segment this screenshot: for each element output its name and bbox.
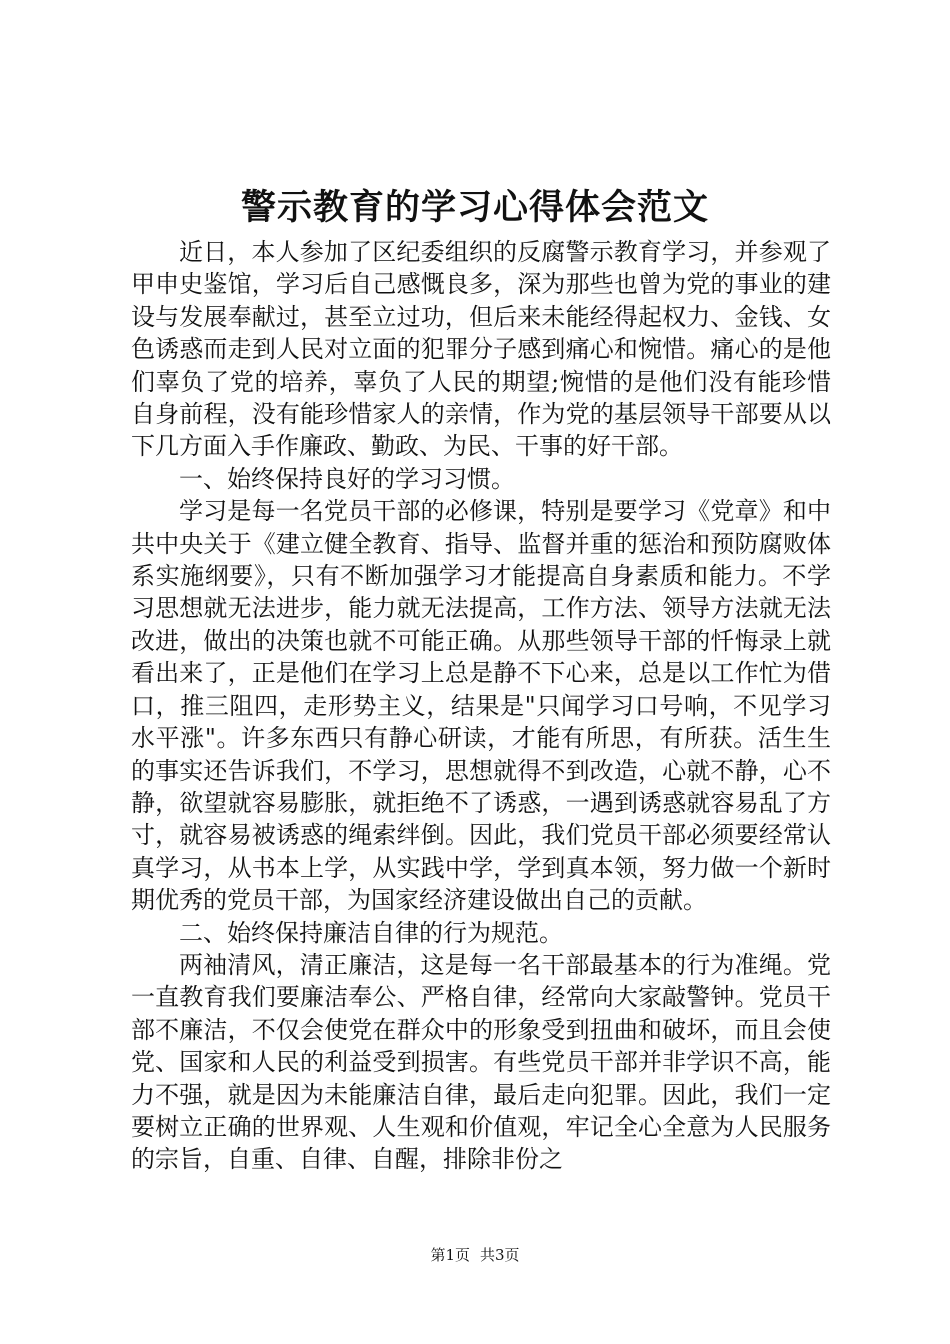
- page-number: 第1页: [430, 1246, 470, 1264]
- document-title: 警示教育的学习心得体会范文: [240, 188, 709, 228]
- section-heading-1: 一、始终保持良好的学习习惯。: [179, 464, 515, 493]
- paragraph-intro: 近日，本人参加了区纪委组织的反腐警示教育学习，并参观了甲申史鉴馆，学习后自己感慨良多，深为那些也曾为党的事业的建设与发展奉献过，甚至立过功，但后来未能经得起权力、金钱、女色诱惑而走到人民对立面的犯罪分子感到痛心和惋惜。痛心的是他们辜负了党的培养，辜负了人民的期望;惋惜的是他们没有能珍惜自身前程，没有能珍惜家人的亲情，作为党的基层领导干部要从以下几方面入手作廉政、勤政、为民、干事的好干部。: [131, 238, 831, 461]
- document-body: [131, 236, 831, 1176]
- paragraph-section-1: 学习是每一名党员干部的必修课，特别是要学习《党章》和中共中央关于《建立健全教育、指导、监督并重的惩治和预防腐败体系实施纲要》，只有不断加强学习才能提高自身素质和能力。不学习思想就无法进步，能力就无法提高，工作方法、领导方法就无法改进，做出的决策也就不可能正确。从那些领导干部的忏悔录上就看出来了，正是他们在学习上总是静不下心来，总是以工作忙为借口，推三阻四，走形势主义，结果是"只闻学习口号响，不见学习水平涨"。许多东西只有静心研读，才能有所思，有所获。活生生的事实还告诉我们，不学习，思想就得不到改造，心就不静，心不静，欲望就容易膨胀，就拒绝不了诱惑，一遇到诱惑就容易乱了方寸，就容易被诱惑的绳索绊倒。因此，我们党员干部必须要经常认真学习，从书本上学，从实践中学，学到真本领，努力做一个新时期优秀的党员干部，为国家经济建设做出自己的贡献。: [131, 497, 831, 915]
- page-total: 共3页: [480, 1246, 520, 1264]
- page-footer: [0, 1245, 950, 1265]
- section-heading-2: 二、始终保持廉洁自律的行为规范。: [179, 918, 563, 947]
- paragraph-section-2: 两袖清风，清正廉洁，这是每一名干部最基本的行为准绳。党一直教育我们要廉洁奉公、严格自律，经常向大家敲警钟。党员干部不廉洁，不仅会使党在群众中的形象受到扭曲和破坏，而且会使党、国家和人民的利益受到损害。有些党员干部并非学识不高，能力不强，就是因为未能廉洁自律，最后走向犯罪。因此，我们一定要树立正确的世界观、人生观和价值观，牢记全心全意为人民服务的宗旨，自重、自律、自醒，排除非份之: [131, 950, 831, 1174]
